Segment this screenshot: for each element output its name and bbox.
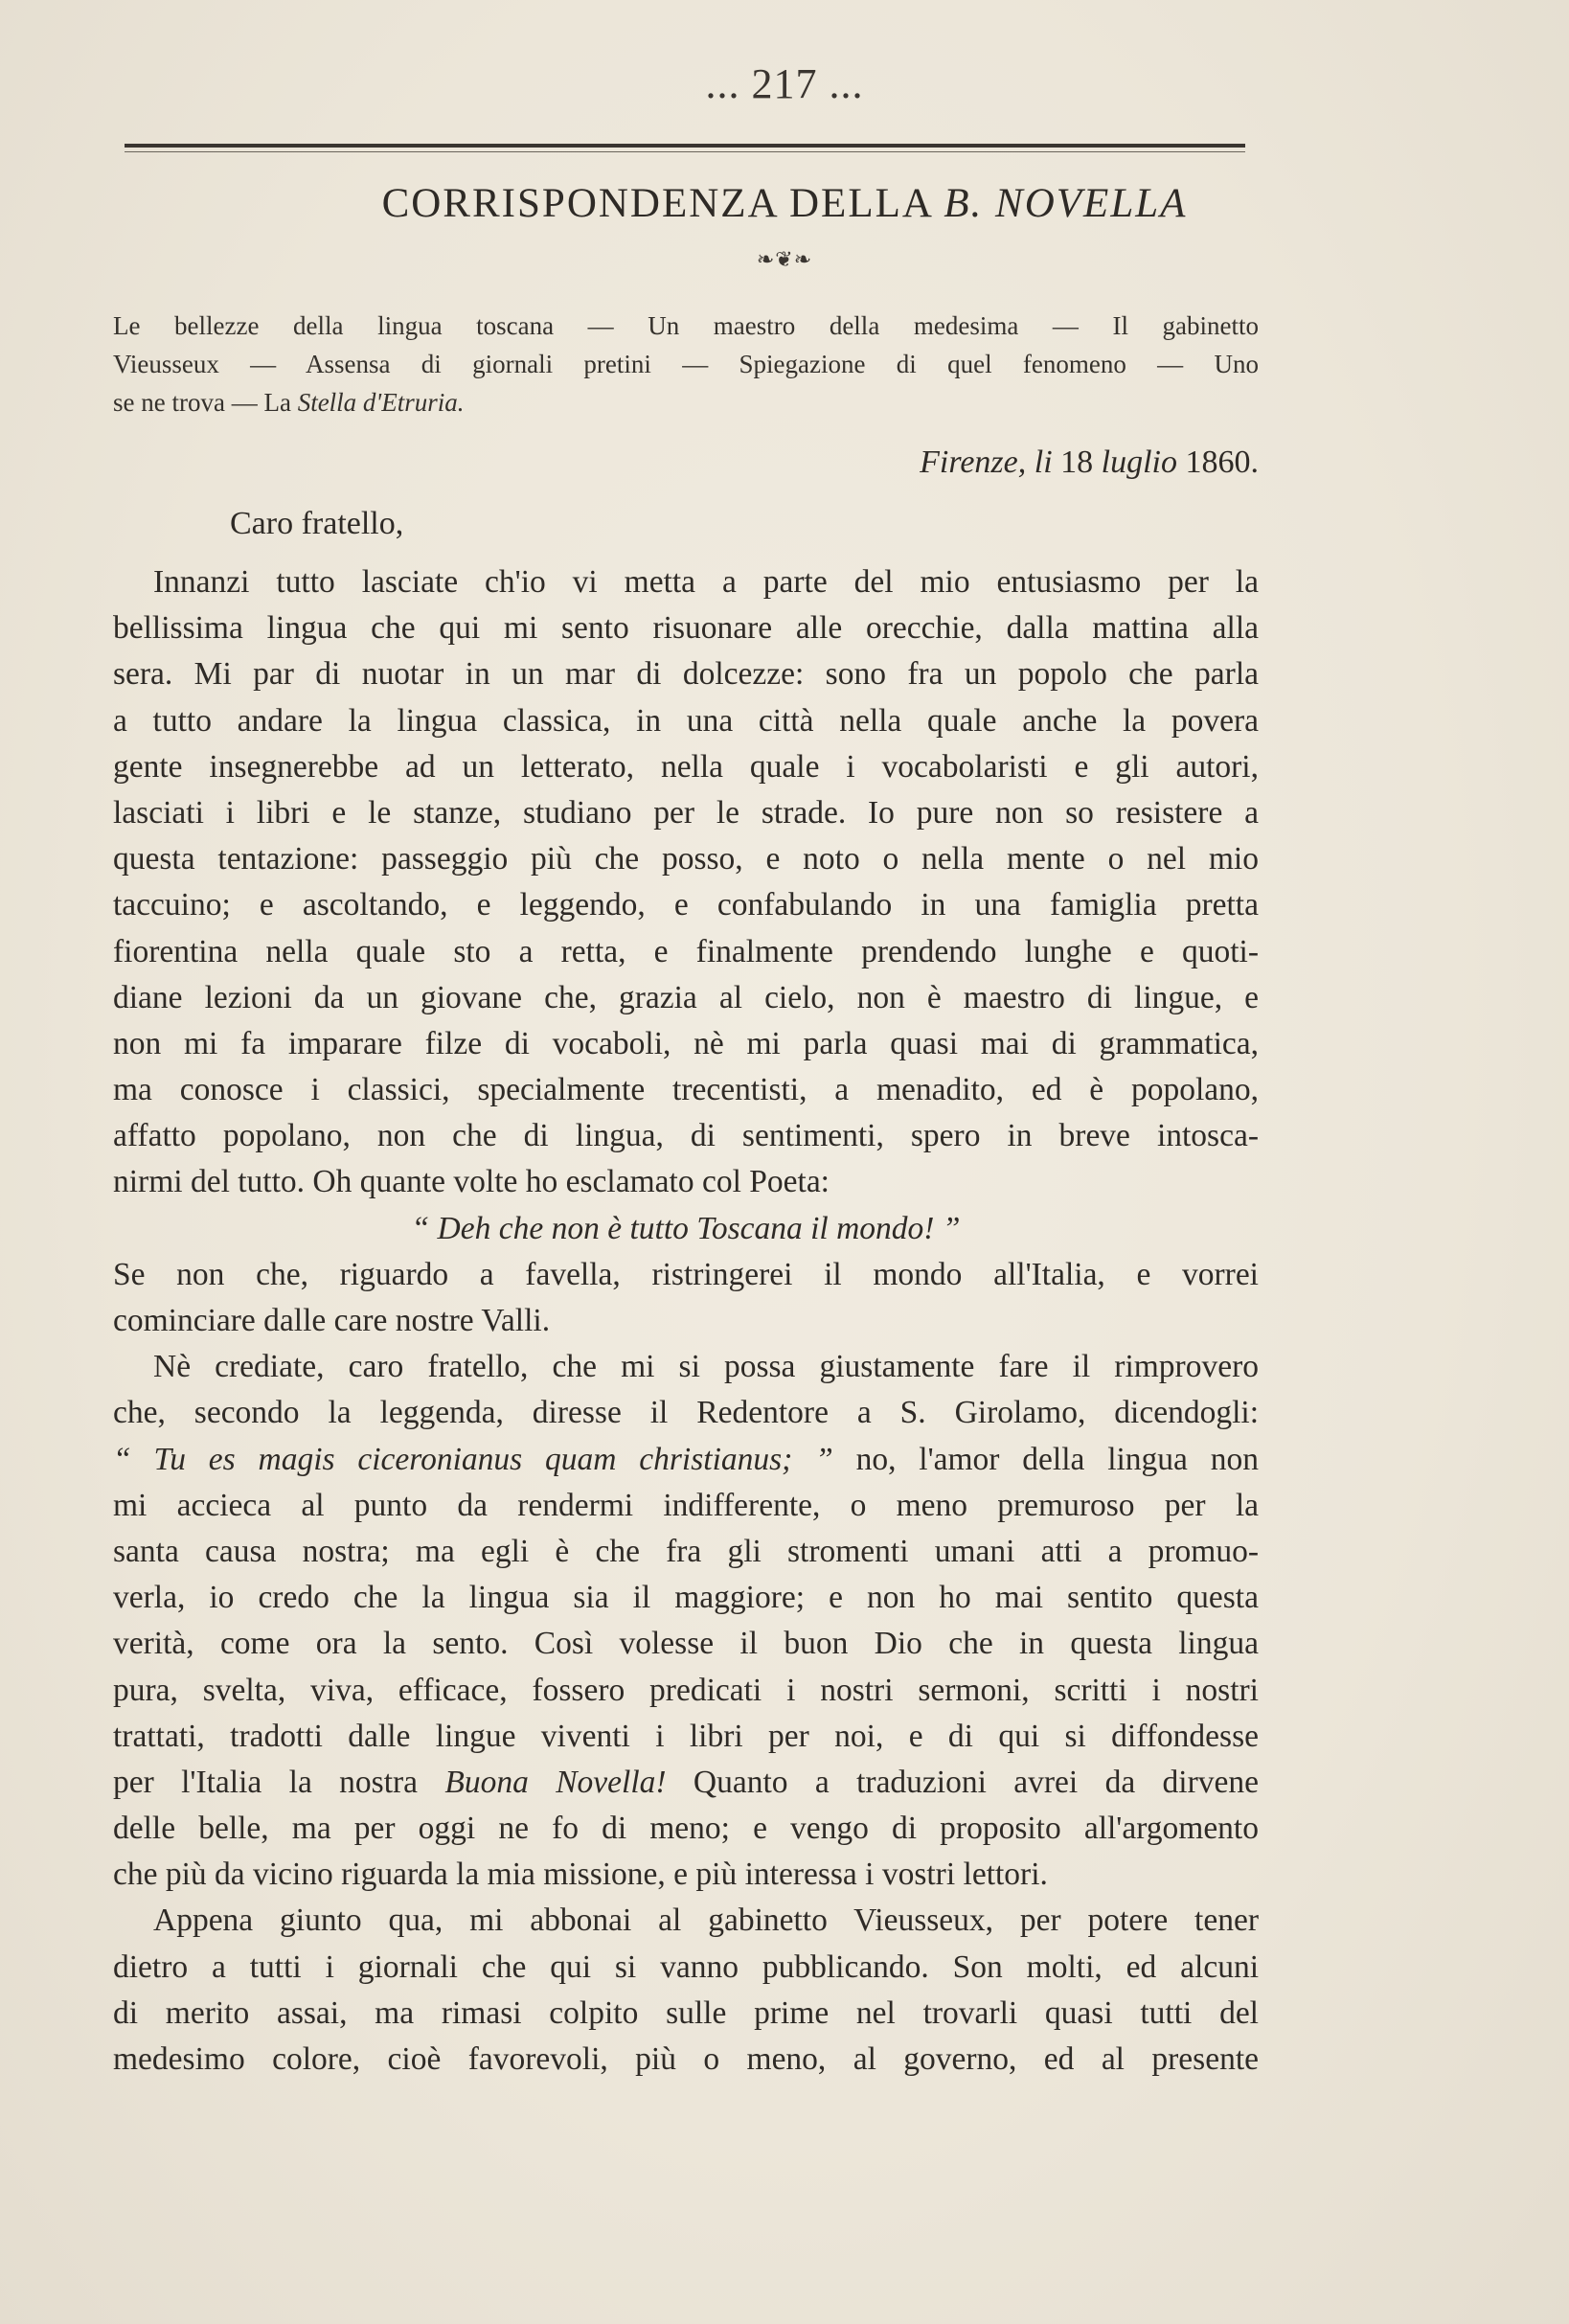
poet-quote-text: “ Deh che non è tutto Toscana il mondo! ” [411, 1210, 961, 1246]
body-line: verla, io credo che la lingua sia il maggiore; e non ho mai sentito questa [113, 1580, 1259, 1616]
dateline-day: 18 [1060, 444, 1094, 480]
dateline-place: Firenze, [920, 444, 1027, 480]
body-line: che, secondo la leggenda, diresse il Redentore a S. Girolamo, dicendogli: [113, 1395, 1259, 1431]
body-line: dietro a tutti i giornali che qui si vanno pubblicando. Son molti, ed alcuni [113, 1948, 1259, 1985]
body-line [113, 1437, 1259, 1483]
summary-last-text: se ne trova — La [113, 388, 298, 417]
dateline-year: 1860. [1185, 444, 1259, 480]
letter-body [113, 559, 1259, 2083]
journal-name: Buona Novella! [444, 1764, 667, 1800]
body-line: diane lezioni da un giovane che, grazia al cielo, non è maestro di lingue, e [113, 979, 1259, 1015]
summary-line: Vieusseux — Assensa di giornali pretini — Spiegazione di quel fenomeno — Uno [113, 350, 1259, 378]
summary-line [113, 383, 1259, 422]
body-line-b: Quanto a traduzioni avrei da dirvene [666, 1764, 1259, 1800]
body-line: sera. Mi par di nuotar in un mar di dolcezze: sono fra un popolo che parla [113, 656, 1259, 693]
body-line: Se non che, riguardo a favella, ristringerei il mondo all'Italia, e vorrei [113, 1256, 1259, 1292]
page-number: ... 217 ... [705, 60, 864, 107]
body-line: lasciati i libri e le stanze, studiano per le strade. Io pure non so resistere a [113, 794, 1259, 831]
body-line: a tutto andare la lingua classica, in una città nella quale anche la povera [113, 702, 1259, 739]
latin-quote: “ Tu es magis ciceronianus quam christianus; ” [113, 1441, 833, 1477]
body-line: di merito assai, ma rimasi colpito sulle prime nel trovarli quasi tutti del [113, 1994, 1259, 2031]
summary-line: Le bellezze della lingua toscana — Un maestro della medesima — Il gabinetto [113, 311, 1259, 340]
body-line: fiorentina nella quale sto a retta, e finalmente prendendo lunghe e quoti- [113, 933, 1259, 969]
dateline-li: li [1034, 444, 1053, 480]
body-line: delle belle, ma per oggi ne fo di meno; e vengo di proposito all'argomento [113, 1811, 1259, 1847]
body-line: taccuino; e ascoltando, e leggendo, e confabulando in una famiglia pretta [113, 887, 1259, 923]
article-summary [113, 307, 1259, 422]
title-italic: B. NOVELLA [944, 181, 1188, 226]
body-line: medesimo colore, cioè favorevoli, più o meno, al governo, ed al presente [113, 2041, 1259, 2077]
body-line: santa causa nostra; ma egli è che fra gli stromenti umani atti a promuo- [113, 1533, 1259, 1569]
body-line: bellissima lingua che qui mi sento risuonare alle orecchie, dalla mattina alla [113, 610, 1259, 647]
body-line: verità, come ora la sento. Così volesse il buon Dio che in questa lingua [113, 1626, 1259, 1662]
body-line: affatto popolano, non che di lingua, di sentimenti, spero in breve intosca- [113, 1118, 1259, 1154]
body-line: Innanzi tutto lasciate ch'io vi metta a parte del mio entusiasmo per la [153, 564, 1259, 600]
ornament-icon: ❧❦❧ [756, 247, 813, 271]
body-line [113, 1760, 1259, 1806]
body-line: Appena giunto qua, mi abbonai al gabinetto Vieusseux, per potere tener [153, 1902, 1259, 1939]
title-prefix: CORRISPONDENZA DELLA [381, 181, 944, 226]
body-line: cominciare dalle care nostre Valli. [113, 1303, 551, 1338]
body-line: mi accieca al punto da rendermi indifferente, o meno premuroso per la [113, 1487, 1259, 1523]
header-rule-thin [125, 151, 1245, 152]
dateline-month: luglio [1101, 444, 1177, 480]
article-title [0, 180, 1569, 227]
salutation: Caro fratello, [230, 506, 404, 541]
body-line: gente insegnerebbe ad un letterato, nella quale i vocabolaristi e gli autori, [113, 748, 1259, 785]
summary-last-italic: Stella d'Etruria. [297, 388, 465, 417]
body-line: pura, svelta, viva, efficace, fossero predicati i nostri sermoni, scritti i nostri [113, 1672, 1259, 1708]
body-line: non mi fa imparare filze di vocaboli, nè mi parla quasi mai di grammatica, [113, 1025, 1259, 1061]
header-rule [125, 144, 1245, 148]
dateline [113, 444, 1259, 481]
body-line: ma conosce i classici, specialmente trecentisti, a menadito, ed è popolano, [113, 1072, 1259, 1108]
body-line: Nè crediate, caro fratello, che mi si possa giustamente fare il rimprovero [153, 1349, 1259, 1385]
body-line: che più da vicino riguarda la mia missione, e più interessa i vostri lettori. [113, 1857, 1048, 1893]
body-line: nirmi del tutto. Oh quante volte ho esclamato col Poeta: [113, 1164, 830, 1200]
body-line-a: per l'Italia la nostra [113, 1764, 445, 1800]
body-line: trattati, tradotti dalle lingue viventi i libri per noi, e di qui si diffondesse [113, 1718, 1259, 1754]
body-line: questa tentazione: passeggio più che posso, e noto o nella mente o nel mio [113, 841, 1259, 877]
poet-quote [113, 1206, 1259, 1252]
body-line-rest: no, l'amor della lingua non [832, 1441, 1259, 1477]
